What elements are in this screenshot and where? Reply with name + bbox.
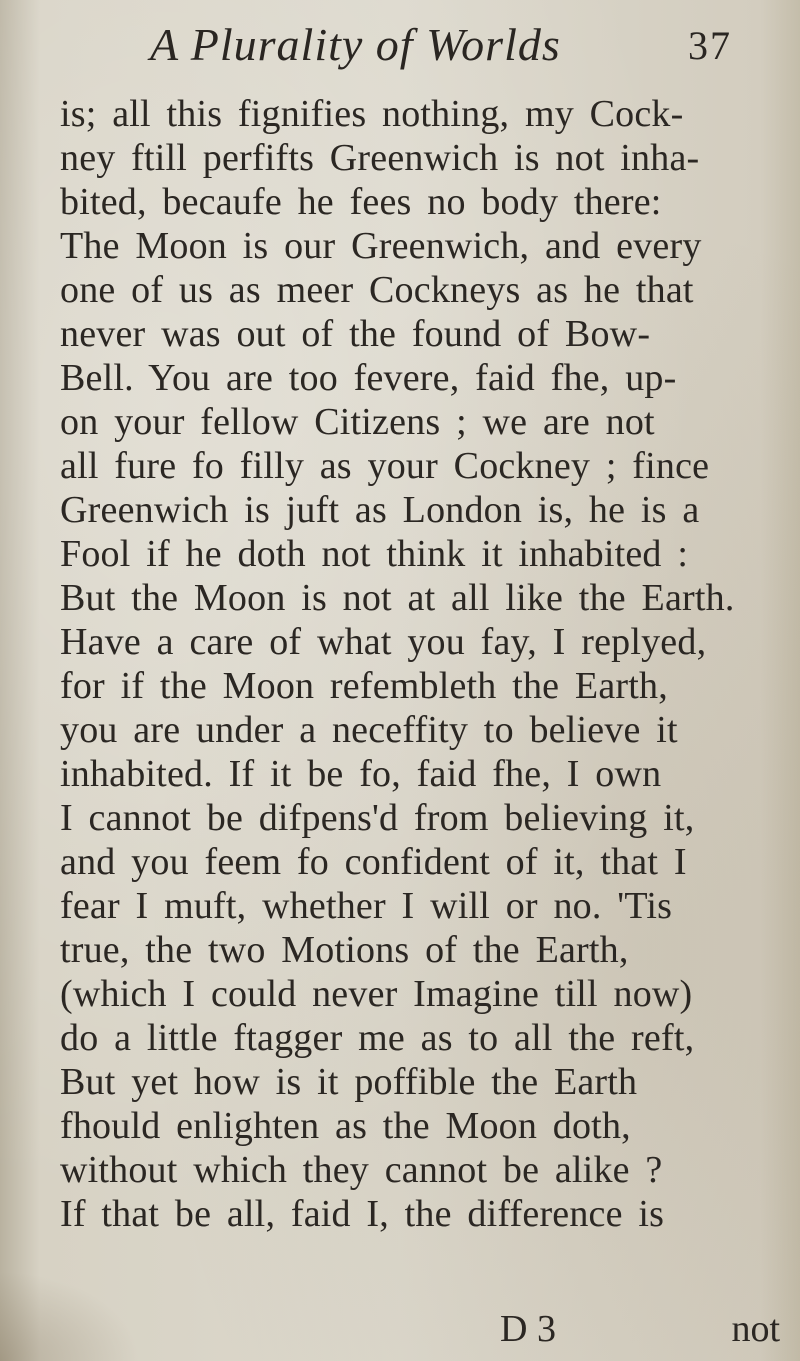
text-line: If that be all, faid I, the difference is: [60, 1193, 665, 1235]
text-line: bited, becaufe he fees no body there:: [60, 181, 662, 223]
running-title: A Plurality of Worlds: [150, 19, 561, 70]
text-line: inhabited. If it be fo, faid fhe, I own: [60, 753, 662, 795]
body-text: [60, 92, 800, 1236]
text-line: true, the two Motions of the Earth,: [60, 929, 629, 971]
text-line: Have a care of what you fay, I replyed,: [60, 621, 707, 663]
text-line: you are under a neceffity to believe it: [60, 709, 678, 751]
catchword: not: [731, 1308, 780, 1350]
text-line: is; all this fignifies nothing, my Cock-: [60, 93, 684, 135]
text-line: all fure fo filly as your Cockney ; fince: [60, 445, 710, 487]
text-line: do a little ftagger me as to all the reft,: [60, 1017, 695, 1059]
text-line: fear I muft, whether I will or no. 'Tis: [60, 885, 673, 927]
text-line: Greenwich is juft as London is, he is a: [60, 489, 700, 531]
signature-mark: D 3: [500, 1308, 556, 1350]
text-line: never was out of the found of Bow-: [60, 313, 651, 355]
text-line: Bell. You are too fevere, faid fhe, up-: [60, 357, 677, 399]
text-line: without which they cannot be alike ?: [60, 1149, 663, 1191]
page-footer: [60, 1307, 800, 1351]
text-line: one of us as meer Cockneys as he that: [60, 269, 694, 311]
text-line: Fool if he doth not think it inhabited :: [60, 533, 689, 575]
text-line: and you feem fo confident of it, that I: [60, 841, 687, 883]
text-line: ney ftill perfifts Greenwich is not inha-: [60, 137, 700, 179]
text-line: But the Moon is not at all like the Earth.: [60, 577, 735, 619]
text-line: for if the Moon refembleth the Earth,: [60, 665, 668, 707]
text-line: (which I could never Imagine till now): [60, 973, 693, 1015]
text-line: I cannot be difpens'd from believing it,: [60, 797, 695, 839]
text-line: on your fellow Citizens ; we are not: [60, 401, 655, 443]
text-line: The Moon is our Greenwich, and every: [60, 225, 702, 267]
page-number: 37: [688, 23, 732, 68]
running-head: [150, 18, 750, 82]
text-line: But yet how is it poffible the Earth: [60, 1061, 638, 1103]
text-line: fhould enlighten as the Moon doth,: [60, 1105, 631, 1147]
